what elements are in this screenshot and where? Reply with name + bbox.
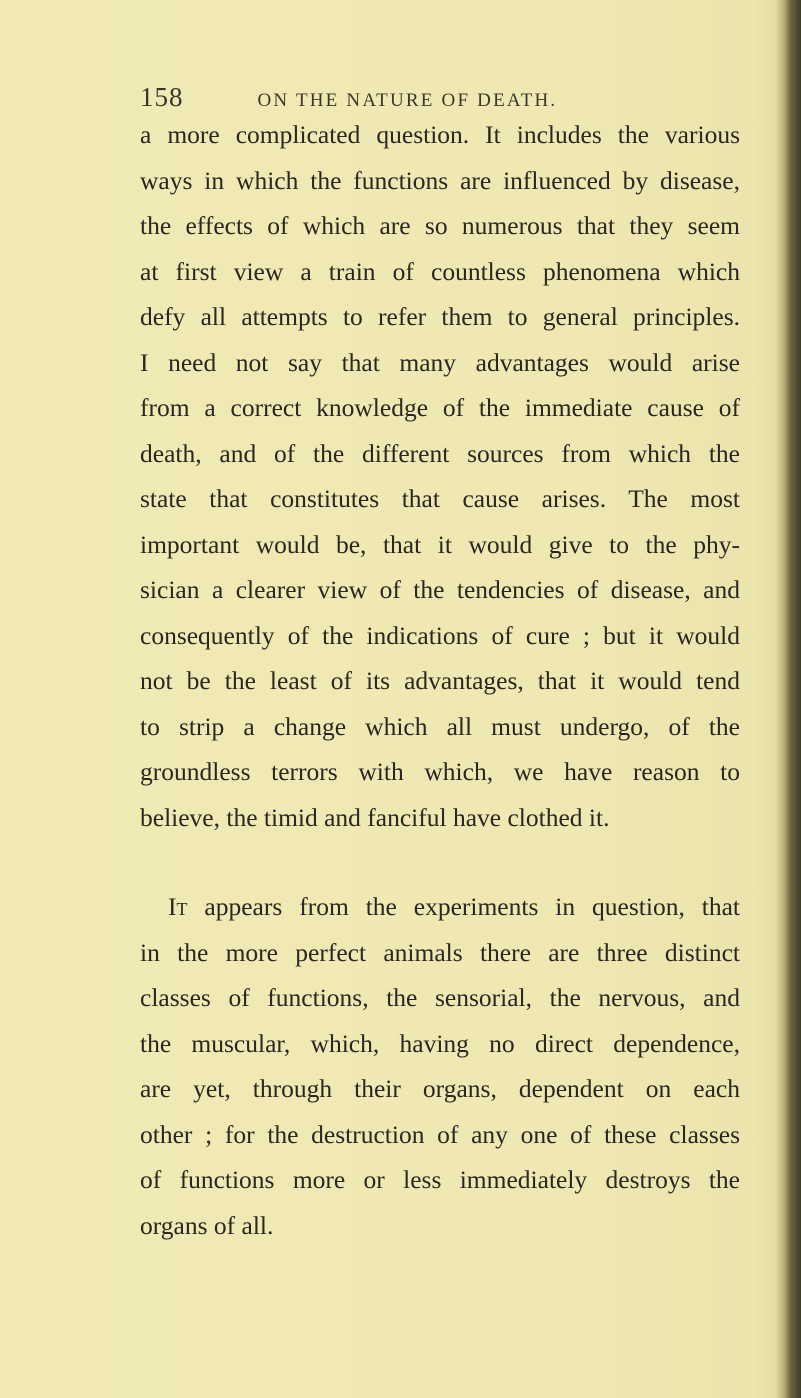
- text-line: state that constitutes that cause arises. The most: [140, 484, 740, 513]
- text-line: consequently of the indications of cure ; but it would: [140, 620, 740, 650]
- paragraph-initial-word: It: [168, 892, 188, 921]
- text-line: the muscular, which, having no direct dependence,: [140, 1028, 740, 1058]
- paragraph-spacer: [140, 840, 740, 884]
- text-line: important would be, that it would give to the phy-: [140, 529, 740, 559]
- running-head: [140, 82, 750, 116]
- text-line: believe, the timid and fanciful have clothed it.: [140, 802, 610, 832]
- text-line: organs of all.: [140, 1210, 274, 1240]
- text-line: the effects of which are so numerous that they seem: [140, 211, 740, 240]
- text-line-rest: appears from the experiments in question, that: [187, 892, 740, 921]
- text-line: ways in which the functions are influenced by disease,: [140, 165, 740, 195]
- text-line: other ; for the destruction of any one of these classes: [140, 1119, 740, 1149]
- body-text: [140, 112, 740, 1248]
- text-line: of functions more or less immediately destroys the: [140, 1165, 740, 1194]
- text-line: groundless terrors with which, we have reason to: [140, 757, 740, 786]
- page-gutter-shadow: [775, 0, 801, 1398]
- text-line: a more complicated question. It includes the various: [140, 120, 740, 149]
- text-line: in the more perfect animals there are three distinct: [140, 937, 740, 967]
- text-line: death, and of the different sources from which the: [140, 438, 740, 468]
- text-line: are yet, through their organs, dependent on each: [140, 1074, 740, 1103]
- text-line: I need not say that many advantages would arise: [140, 347, 740, 377]
- text-line: sician a clearer view of the tendencies of disease, and: [140, 575, 740, 604]
- text-line: defy all attempts to refer them to general principles.: [140, 302, 740, 331]
- paragraph-2: [140, 884, 740, 1248]
- text-line-first: [140, 884, 740, 930]
- text-line: at first view a train of countless phenomena which: [140, 256, 740, 286]
- text-line: to strip a change which all must undergo, of the: [140, 711, 740, 741]
- paragraph-1: [140, 112, 740, 840]
- page-number: 158: [140, 82, 184, 112]
- text-line: not be the least of its advantages, that it would tend: [140, 666, 740, 695]
- text-line: classes of functions, the sensorial, the nervous, and: [140, 983, 740, 1012]
- text-line: from a correct knowledge of the immediate cause of: [140, 393, 740, 422]
- running-title: ON THE NATURE OF DEATH.: [257, 90, 558, 111]
